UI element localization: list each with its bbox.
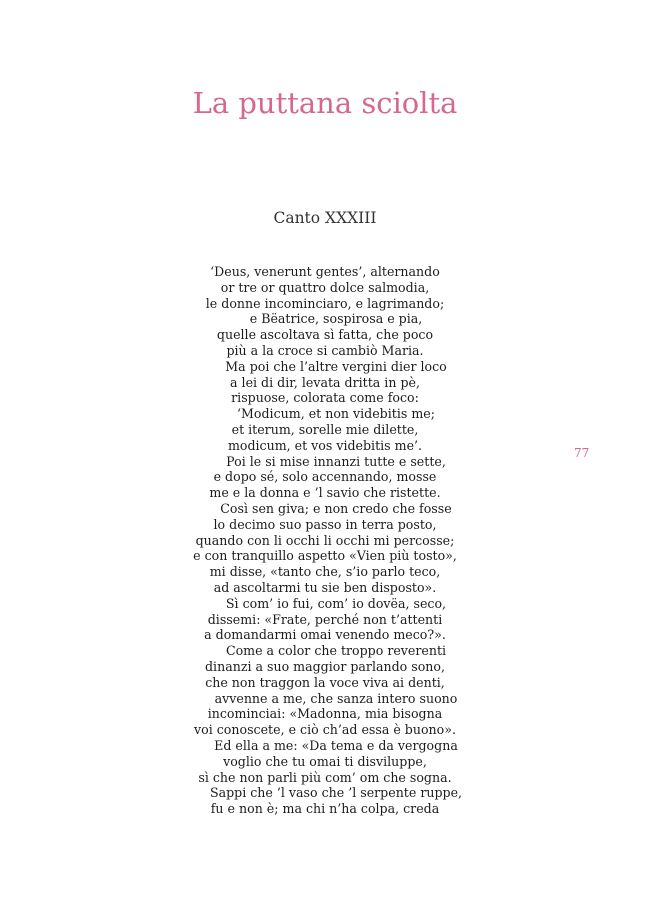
verse-line: quelle ascoltava sì fatta, che poco xyxy=(216,327,434,343)
verse-line: fu e non è; ma chi n’ha colpa, creda xyxy=(210,801,440,817)
verse-line: me e la donna e ’l savio che ristette. xyxy=(209,485,441,501)
verse-line: che non traggon la voce viva ai denti, xyxy=(205,674,445,690)
verse-line: avvenne a me, che sanza intero suono xyxy=(214,690,458,706)
verse-line: rispuose, colorata come foco: xyxy=(231,390,419,406)
verse-line: le donne incominciaro, e lagrimando; xyxy=(205,295,445,311)
verse-line: modicum, et vos videbitis me’. xyxy=(227,437,423,453)
verse-line: lo decimo suo passo in terra posto, xyxy=(213,516,437,532)
verse-line: voglio che tu omai ti disviluppe, xyxy=(223,753,427,769)
verse-line: a lei di dir, levata dritta in pè, xyxy=(230,374,420,390)
verse-line: e Bëatrice, sospirosa e pia, xyxy=(249,311,423,327)
verse-line: voi conoscete, e ciò ch’ad essa è buono». xyxy=(194,722,456,738)
verse-line: ‘Modicum, et non videbitis me; xyxy=(237,406,435,422)
verse-line: a domandarmi omai venendo meco?». xyxy=(204,627,446,643)
verse-line: Così sen giva; e non credo che fosse xyxy=(220,500,452,516)
verse-line: Sappi che ’l vaso che ’l serpente ruppe, xyxy=(209,785,463,801)
verse-line: Ed ella a me: «Da tema e da vergogna xyxy=(214,737,458,753)
verse-line: dinanzi a suo maggior parlando sono, xyxy=(205,658,445,674)
verse-line: quando con li occhi li occhi mi percosse; xyxy=(195,532,455,548)
verse-line: e con tranquillo aspetto «Vien più tosto», xyxy=(193,548,457,564)
page-number: 77 xyxy=(574,446,590,460)
verse-line: incominciai: «Madonna, mia bisogna xyxy=(207,706,443,722)
verse-line: mi disse, «tanto che, s’io parlo teco, xyxy=(209,564,441,580)
verse-line: sì che non parli più com’ om che sogna. xyxy=(198,769,452,785)
verse-line: più a la croce si cambiò Maria. xyxy=(226,342,424,358)
verse-line: Sì com’ io fui, com’ io dovëa, seco, xyxy=(225,595,447,611)
verse-line: et iterum, sorelle mie dilette, xyxy=(231,421,419,437)
verse-line: Poi le si mise innanzi tutte e sette, xyxy=(226,453,446,469)
verse-line: dissemi: «Frate, perché non t’attenti xyxy=(207,611,443,627)
page-title: La puttana sciolta xyxy=(192,86,458,120)
verse-line: ad ascoltarmi tu sie ben disposto». xyxy=(213,579,437,595)
poem-body xyxy=(0,264,650,817)
verse-line: or tre or quattro dolce salmodia, xyxy=(220,279,430,295)
verse-line: ‘Deus, venerunt gentes’, alternando xyxy=(210,264,440,279)
verse-line: Come a color che troppo reverenti xyxy=(225,643,447,659)
verse-line: Ma poi che l’altre vergini dier loco xyxy=(225,358,447,374)
verse-line: e dopo sé, solo accennando, mosse xyxy=(213,469,437,485)
canto-heading: Canto XXXIII xyxy=(273,209,377,227)
